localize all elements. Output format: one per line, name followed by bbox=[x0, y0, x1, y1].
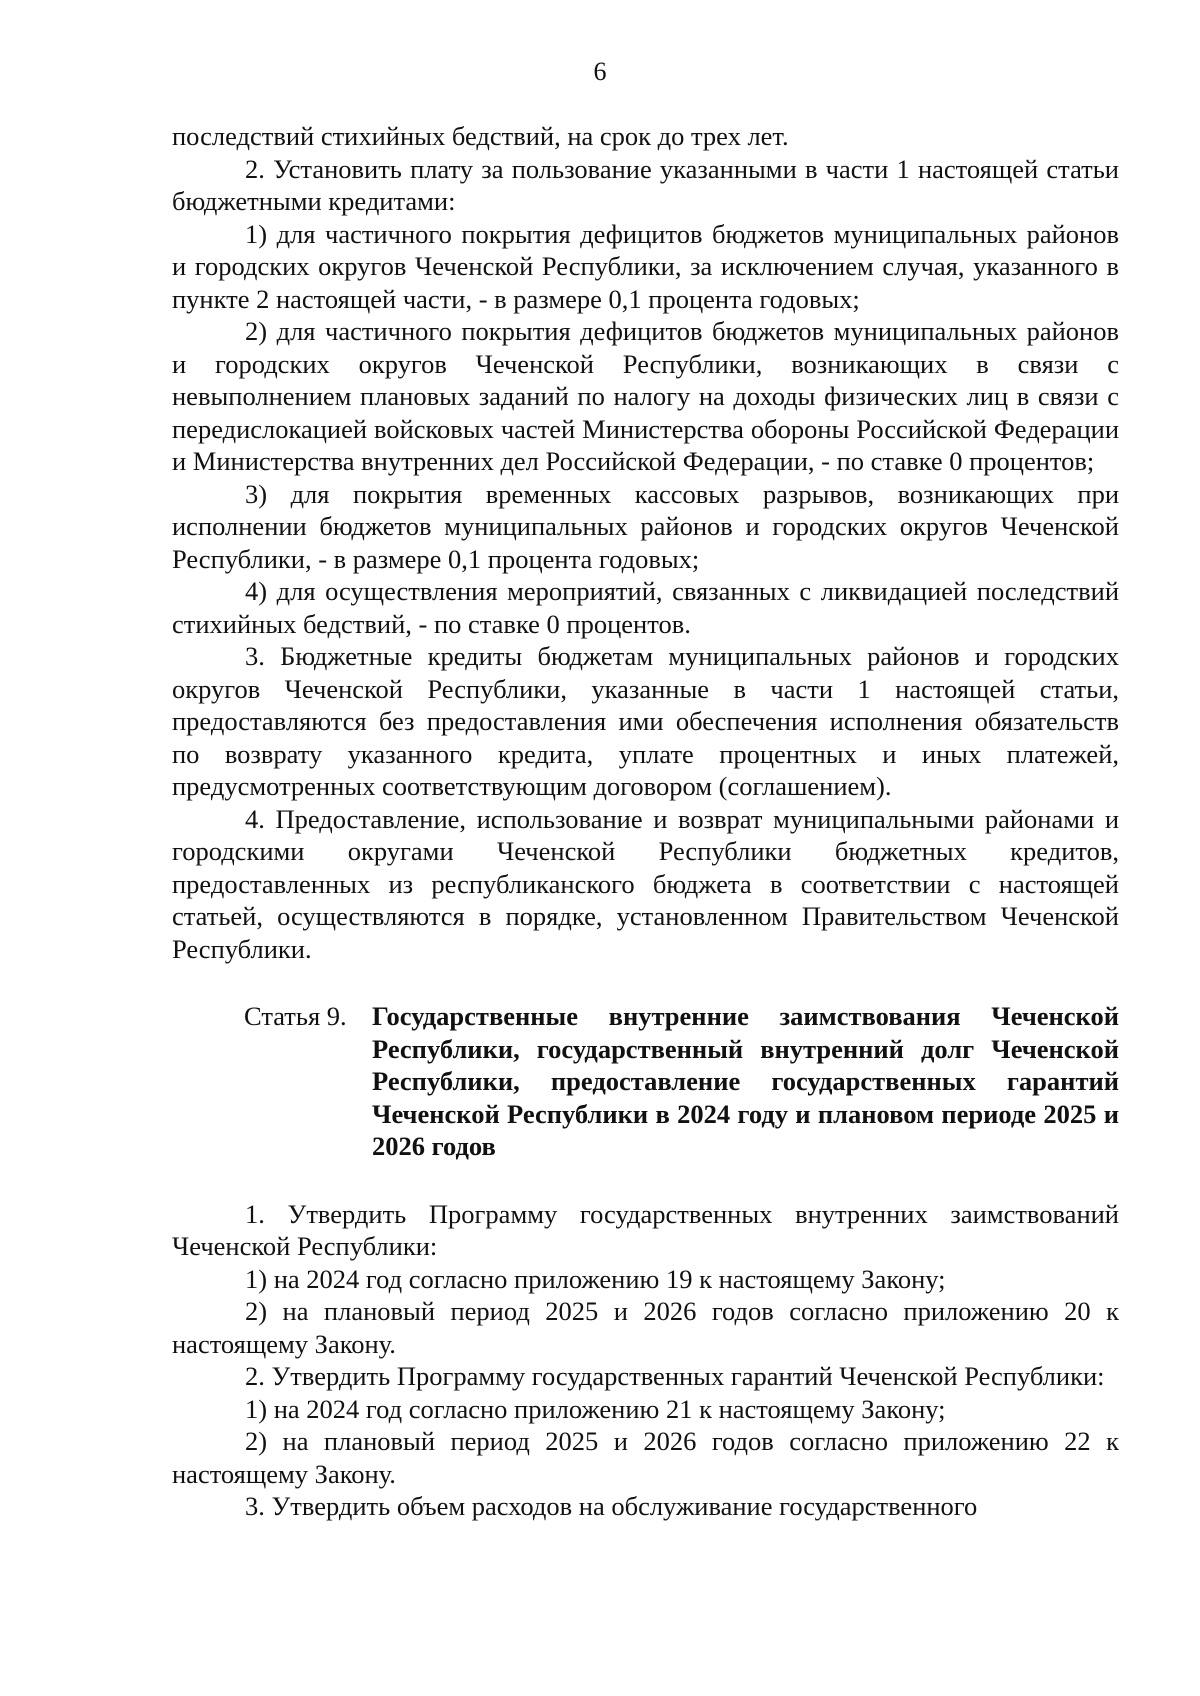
paragraph: 1) на 2024 год согласно приложению 19 к настоящему Закону; bbox=[245, 1263, 946, 1294]
article-label: Статья 9. bbox=[244, 1001, 347, 1031]
paragraphs-after bbox=[172, 1198, 1119, 1523]
document-body bbox=[172, 120, 1119, 1523]
article-title: Государственные внутренние заимствования Чеченской Республики, государственный внутренний долг Чеченской Республики, предоставление государственных гарантий Чеченской Республики в 2024 году и плановом периоде 2025 и 2026 годов bbox=[372, 1001, 1119, 1161]
paragraph: 3) для покрытия временных кассовых разрывов, возникающих при исполнении бюджетов муниципальных районов и городских округов Чеченской Республики, - в размере 0,1 процента годовых; bbox=[172, 478, 1119, 574]
paragraph: 3. Утвердить объем расходов на обслуживание государственного bbox=[245, 1491, 978, 1521]
paragraph: 1. Утвердить Программу государственных внутренних заимствований Чеченской Республики: bbox=[172, 1198, 1119, 1261]
paragraph: 4. Предоставление, использование и возврат муниципальными районами и городскими округами Чеченской Республики бюджетных кредитов, предоставленных из республиканского бюджета в соответствии с настоящей статьей, осуществляются в порядке, установленном Правительством Чеченской Республики. bbox=[172, 803, 1119, 964]
paragraphs-before bbox=[172, 120, 1119, 965]
article-heading bbox=[172, 1000, 1119, 1163]
paragraph: 2. Утвердить Программу государственных гарантий Чеченской Республики: bbox=[245, 1361, 1105, 1391]
paragraph: 2) на плановый период 2025 и 2026 годов согласно приложению 22 к настоящему Закону. bbox=[172, 1426, 1119, 1489]
paragraph: 1) для частичного покрытия дефицитов бюджетов муниципальных районов и городских округов Чеченской Республики, за исключением случая, указанного в пункте 2 настоящей части, - в размере 0,1 процента годовых; bbox=[172, 218, 1119, 314]
page-number: 6 bbox=[593, 57, 607, 86]
paragraph: 4) для осуществления мероприятий, связанных с ликвидацией последствий стихийных бедствий, - по ставке 0 процентов. bbox=[172, 576, 1119, 639]
paragraph: 2) на плановый период 2025 и 2026 годов согласно приложению 20 к настоящему Закону. bbox=[172, 1296, 1119, 1359]
paragraph: 3. Бюджетные кредиты бюджетам муниципальных районов и городских округов Чеченской Республики, указанные в части 1 настоящей статьи, предоставляются без предоставления ими обеспечения исполнения обязательств по возврату указанного кредита, уплате процентных и иных платежей, предусмотренных соответствующим договором (соглашением). bbox=[172, 641, 1119, 801]
paragraph: последствий стихийных бедствий, на срок до трех лет. bbox=[172, 121, 789, 151]
paragraph: 2) для частичного покрытия дефицитов бюджетов муниципальных районов и городских округов Чеченской Республики, возникающих в связи с невыполнением плановых заданий по налогу на доходы физических лиц в связи с передислокацией войсковых частей Министерства обороны Российской Федерации и Министерства внутренних дел Российской Федерации, - по ставке 0 процентов; bbox=[172, 316, 1119, 476]
paragraph: 1) на 2024 год согласно приложению 21 к настоящему Закону; bbox=[245, 1393, 946, 1424]
paragraph: 2. Установить плату за пользование указанными в части 1 настоящей статьи бюджетными кредитами: bbox=[172, 153, 1119, 216]
